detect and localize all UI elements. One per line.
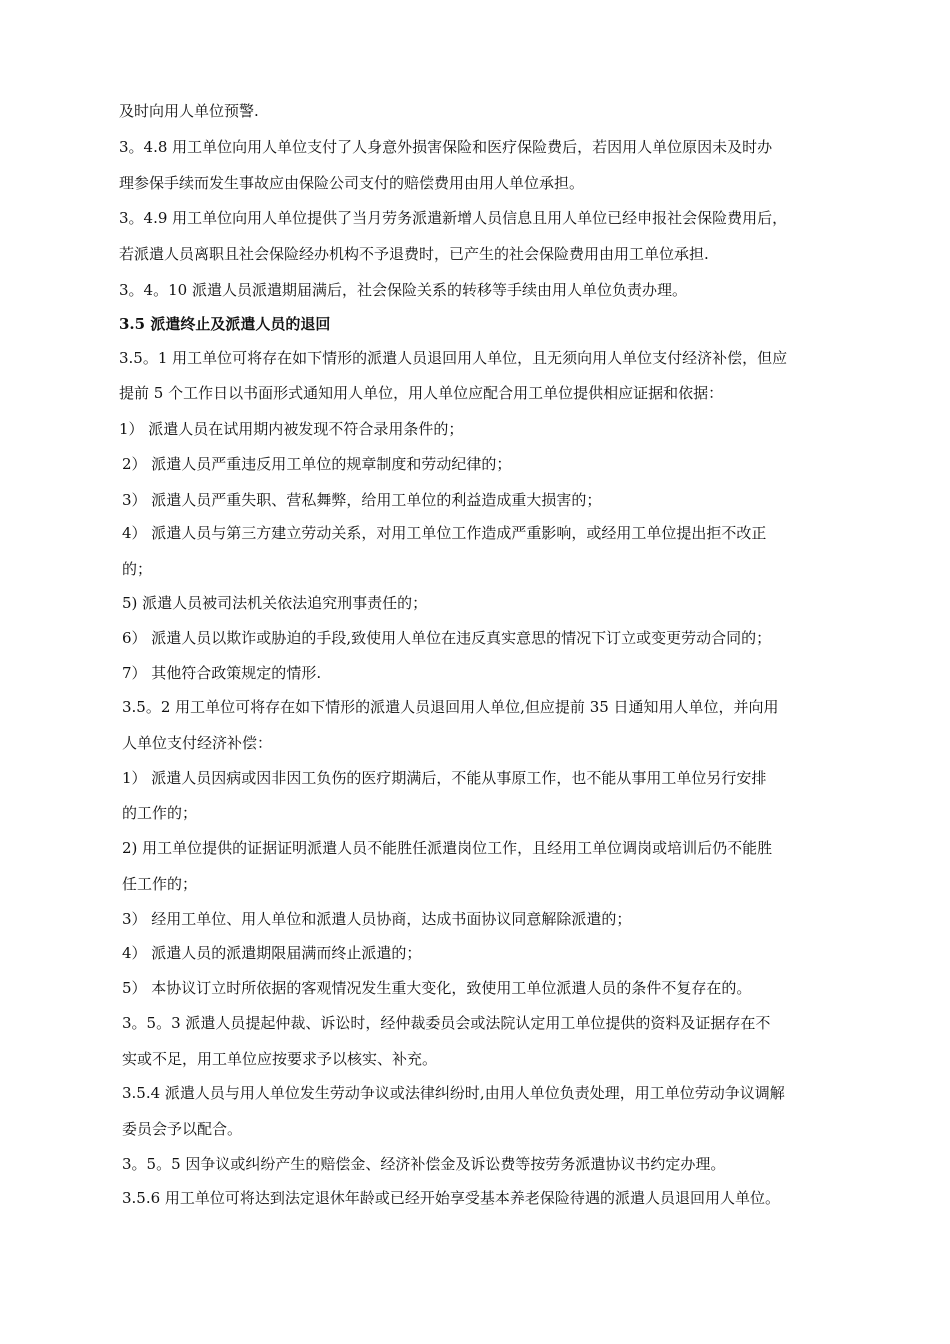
- text-line: 提前 5 个工作日以书面形式通知用人单位，用人单位应配合用工单位提供相应证据和依据：: [119, 384, 724, 402]
- text-line: 及时向用人单位预警.: [119, 102, 259, 120]
- list-item: 2) 用工单位提供的证据证明派遣人员不能胜任派遣岗位工作，且经用工单位调岗或培训后仍不能胜: [122, 839, 773, 857]
- list-item: 4） 派遣人员的派遣期限届满而终止派遣的；: [122, 944, 422, 962]
- text-line: 任工作的；: [122, 875, 198, 893]
- list-item: 5) 派遣人员被司法机关依法追究刑事责任的；: [122, 594, 428, 612]
- text-line: 3。4。10 派遣人员派遣期届满后，社会保险关系的转移等手续由用人单位负责办理。: [119, 281, 687, 299]
- text-line: 实或不足，用工单位应按要求予以核实、补充。: [122, 1050, 438, 1068]
- text-line: 3.5。1 用工单位可将存在如下情形的派遣人员退回用人单位，且无须向用人单位支付经济补偿，但应: [119, 349, 788, 367]
- text-line: 3.5。2 用工单位可将存在如下情形的派遣人员退回用人单位,但应提前 35 日通知用人单位，并向用: [122, 698, 779, 716]
- text-line: 3。5。3 派遣人员提起仲裁、诉讼时，经仲裁委员会或法院认定用工单位提供的资料及证据存在不: [122, 1014, 771, 1032]
- text-line: 3.5.4 派遣人员与用人单位发生劳动争议或法律纠纷时,由用人单位负责处理，用工单位劳动争议调解: [122, 1084, 785, 1102]
- text-line: 人单位支付经济补偿：: [122, 734, 273, 752]
- list-item: 6） 派遣人员以欺诈或胁迫的手段,致使用人单位在违反真实意思的情况下订立或变更劳动合同的；: [122, 629, 772, 647]
- text-line: 的工作的；: [122, 804, 198, 822]
- list-item: 5） 本协议订立时所依据的客观情况发生重大变化，致使用工单位派遣人员的条件不复存在的。: [122, 979, 752, 997]
- text-line: 理参保手续而发生事故应由保险公司支付的赔偿费用由用人单位承担。: [119, 174, 585, 192]
- list-item: 1） 派遣人员在试用期内被发现不符合录用条件的；: [119, 420, 464, 438]
- text-line: 3。4.8 用工单位向用人单位支付了人身意外损害保险和医疗保险费后，若因用人单位原因未及时办: [119, 138, 773, 156]
- list-item: 2） 派遣人员严重违反用工单位的规章制度和劳动纪律的；: [122, 455, 512, 473]
- list-item: 4） 派遣人员与第三方建立劳动关系，对用工单位工作造成严重影响，或经用工单位提出拒不改正: [122, 524, 767, 542]
- text-line: 3。4.9 用工单位向用人单位提供了当月劳务派遣新增人员信息且用人单位已经申报社会保险费用后，: [119, 209, 788, 227]
- text-line: 委员会予以配合。: [122, 1120, 243, 1138]
- text-line: 的；: [122, 560, 153, 578]
- list-item: 1） 派遣人员因病或因非因工负伤的医疗期满后，不能从事原工作，也不能从事用工单位另行安排: [122, 769, 767, 787]
- list-item: 3） 派遣人员严重失职、营私舞弊，给用工单位的利益造成重大损害的；: [122, 491, 602, 509]
- section-heading: 3.5 派遣终止及派遣人员的退回: [119, 315, 331, 333]
- list-item: 3） 经用工单位、用人单位和派遣人员协商，达成书面协议同意解除派遣的；: [122, 910, 632, 928]
- text-line: 3.5.6 用工单位可将达到法定退休年龄或已经开始享受基本养老保险待遇的派遣人员退回用人单位。: [122, 1189, 780, 1207]
- text-line: 3。5。5 因争议或纠纷产生的赔偿金、经济补偿金及诉讼费等按劳务派遣协议书约定办理。: [122, 1155, 726, 1173]
- list-item: 7） 其他符合政策规定的情形.: [122, 664, 322, 682]
- text-line: 若派遣人员离职且社会保险经办机构不予退费时，已产生的社会保险费用由用工单位承担.: [119, 245, 709, 263]
